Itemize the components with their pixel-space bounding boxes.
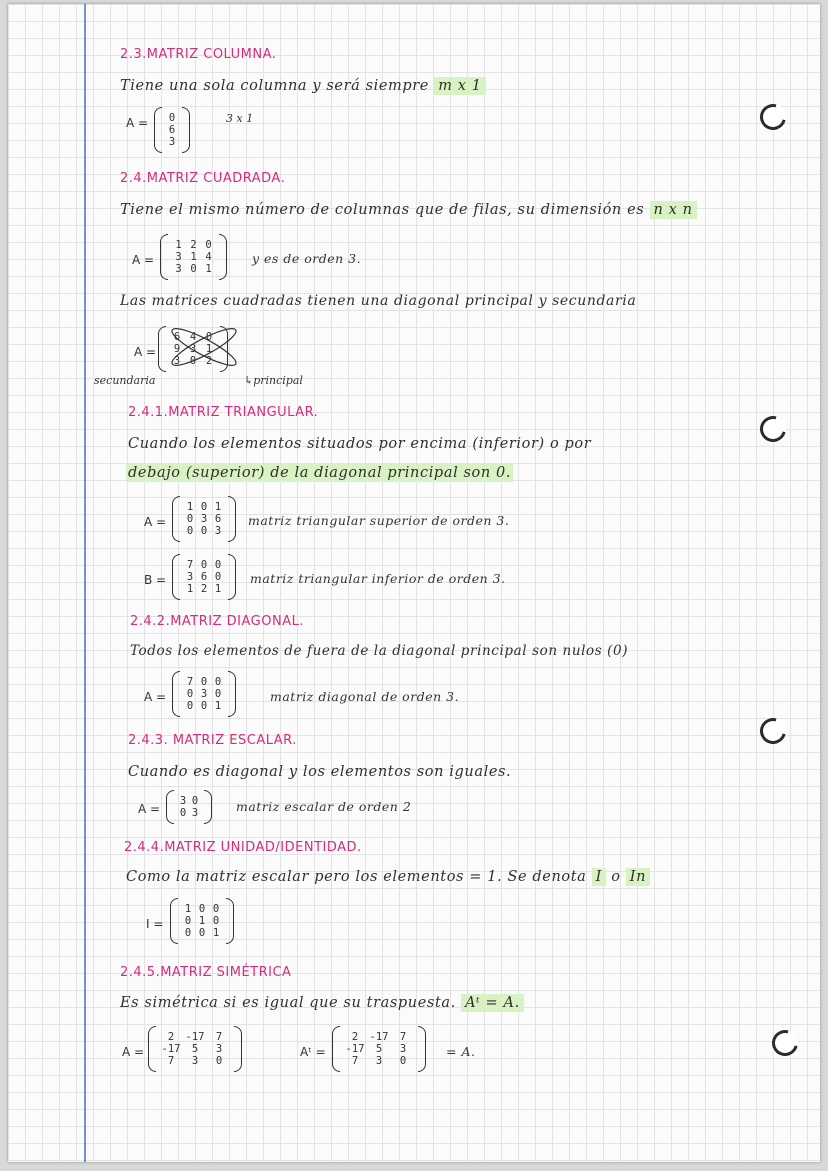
matrix-cell: 0	[189, 355, 197, 367]
matrix-triangular-superior	[172, 496, 236, 542]
note-orden-3: y es de orden 3.	[252, 251, 362, 266]
bracket-left	[170, 898, 178, 944]
bracket-left	[172, 671, 180, 717]
matrix-cell: 1	[198, 915, 206, 927]
matrix-cell: 0	[184, 915, 192, 927]
label-at: Aᵗ =	[300, 1045, 326, 1059]
matrix-cell: 6	[168, 124, 176, 136]
matrix-cell: 0	[184, 927, 192, 939]
matrix-cell: 1	[214, 501, 222, 513]
note-escalar: matriz escalar de orden 2	[236, 799, 412, 814]
matrix-columna	[154, 107, 190, 153]
matrix-row	[165, 124, 179, 136]
label-principal: ↳principal	[244, 374, 303, 387]
matrix-cell: 3	[189, 343, 197, 355]
bracket-right	[228, 496, 236, 542]
matrix-row	[171, 263, 216, 275]
matrix-cell: 3	[186, 571, 194, 583]
matrix-row	[343, 1043, 415, 1055]
matrix-cell: 7	[351, 1055, 359, 1067]
matrix-row	[165, 136, 179, 148]
matrix-triangular-inferior	[172, 554, 236, 600]
highlight-in: In	[626, 868, 650, 886]
matrix-row	[183, 525, 225, 537]
matrix-cell: 0	[200, 501, 208, 513]
matrix-row	[343, 1055, 415, 1067]
ring-hole-4	[767, 1025, 803, 1061]
matrix-cell: 3	[215, 1043, 223, 1055]
matrix-row	[183, 571, 225, 583]
label-a: A =	[144, 515, 167, 529]
highlight-i: I	[592, 868, 606, 886]
matrix-cell: 3	[175, 251, 182, 263]
matrix-cell: 4	[205, 251, 212, 263]
matrix-cell: 1	[205, 343, 213, 355]
text-matriz-columna: Tiene una sola columna y será siempre m x 1	[120, 79, 486, 94]
matrix-cell: 1	[184, 903, 192, 915]
matrix-cell: -17	[345, 1043, 365, 1055]
matrix-cell: 0	[205, 331, 213, 343]
bracket-right	[228, 671, 236, 717]
label-b: B =	[144, 573, 167, 587]
matrix-cell: 0	[214, 571, 222, 583]
matrix-cell: 0	[212, 903, 220, 915]
matrix-simetrica-at	[332, 1026, 426, 1072]
bracket-right	[228, 554, 236, 600]
matrix-cell: 1	[175, 239, 182, 251]
matrix-cell: 1	[186, 501, 194, 513]
matrix-cell: 9	[173, 343, 181, 355]
bracket-right	[219, 234, 227, 280]
matrix-row	[183, 583, 225, 595]
matrix-cell: 1	[212, 927, 220, 939]
margin-line	[84, 4, 86, 1162]
matrix-cell: 0	[200, 525, 208, 537]
matrix-cell: 1	[214, 583, 222, 595]
heading-matriz-simetrica: 2.4.5.MATRIZ SIMÉTRICA	[120, 965, 292, 980]
matrix-cell: 3	[191, 807, 199, 819]
matrix-cell: 2	[205, 355, 213, 367]
matrix-row	[343, 1031, 415, 1043]
text-matriz-identidad: Como la matriz escalar pero los elementos = 1. Se denota I o In	[126, 870, 650, 885]
matrix-cell: 7	[167, 1055, 175, 1067]
matrix-cell: 0	[214, 676, 222, 688]
matrix-cell: 3	[191, 1055, 199, 1067]
matrix-cell: 0	[186, 525, 194, 537]
matrix-identidad	[170, 898, 234, 944]
matrix-cell: -17	[185, 1031, 205, 1043]
notebook-page	[8, 4, 820, 1162]
matrix-cell: 3	[375, 1055, 383, 1067]
matrix-row	[183, 513, 225, 525]
text-triangular-2: debajo (superior) de la diagonal principal son 0.	[128, 465, 512, 481]
ring-hole-2	[755, 411, 791, 447]
matrix-cell: 0	[198, 927, 206, 939]
matrix-row	[159, 1031, 231, 1043]
bracket-right	[418, 1026, 426, 1072]
matrix-cell: 0	[186, 688, 194, 700]
matrix-cell: 3	[179, 795, 187, 807]
label-a: A =	[138, 802, 161, 816]
matrix-diagonal	[172, 671, 236, 717]
matrix-cell: 6	[173, 331, 181, 343]
matrix-cell: 0	[200, 676, 208, 688]
matrix-cell: 5	[191, 1043, 199, 1055]
label-a: A =	[126, 116, 149, 130]
matrix-row	[177, 795, 201, 807]
matrix-row	[183, 676, 225, 688]
matrix-row	[181, 903, 223, 915]
matrix-cuadrada	[160, 234, 227, 280]
matrix-cell: 3	[214, 525, 222, 537]
label-secundaria: secundaria	[94, 374, 156, 387]
matrix-escalar	[166, 790, 212, 824]
matrix-row	[177, 807, 201, 819]
matrix-cell: 0	[200, 700, 208, 712]
matrix-cell: -17	[161, 1043, 181, 1055]
matrix-row	[183, 559, 225, 571]
bracket-left	[160, 234, 168, 280]
label-a: A =	[122, 1045, 145, 1059]
matrix-row	[183, 700, 225, 712]
bracket-right	[204, 790, 212, 824]
matrix-cell: 1	[205, 263, 212, 275]
matrix-cell: 1	[214, 700, 222, 712]
bracket-left	[166, 790, 174, 824]
text-matriz-escalar: Cuando es diagonal y los elementos son iguales.	[128, 764, 512, 780]
matrix-cell: 0	[214, 559, 222, 571]
matrix-cell: 5	[375, 1043, 383, 1055]
bracket-right	[182, 107, 190, 153]
ring-hole-1	[755, 99, 791, 135]
matrix-row	[181, 915, 223, 927]
matrix-cell: 0	[215, 1055, 223, 1067]
text-diagonales: Las matrices cuadradas tienen una diagonal principal y secundaria	[120, 293, 637, 309]
text-matriz-diagonal: Todos los elementos de fuera de la diagonal principal son nulos (0)	[130, 643, 629, 659]
note-igual-a: = A.	[446, 1044, 476, 1059]
label-a: A =	[132, 253, 155, 267]
matrix-cell: 3	[168, 136, 176, 148]
matrix-cell: 7	[215, 1031, 223, 1043]
matrix-cell: 3	[200, 513, 208, 525]
label-a: A =	[134, 345, 157, 359]
text-triangular-1: Cuando los elementos situados por encima (inferior) o por	[128, 436, 592, 452]
diagonal-circles	[158, 322, 248, 376]
matrix-cell: 3	[175, 263, 182, 275]
matrix-cell: 6	[200, 571, 208, 583]
matrix-cell: 1	[190, 251, 197, 263]
matrix-simetrica-a	[148, 1026, 242, 1072]
matrix-cell: 2	[190, 239, 197, 251]
bracket-left	[148, 1026, 156, 1072]
matrix-cell: 2	[167, 1031, 175, 1043]
note-triangular-superior: matriz triangular superior de orden 3.	[248, 513, 510, 528]
matrix-cell: 0	[200, 559, 208, 571]
matrix-row	[165, 112, 179, 124]
note-diagonal: matriz diagonal de orden 3.	[270, 689, 460, 704]
ring-hole-3	[755, 713, 791, 749]
highlight-at-a: Aᵗ = A.	[461, 994, 524, 1012]
bracket-left	[172, 554, 180, 600]
matrix-cell: 7	[399, 1031, 407, 1043]
note-triangular-inferior: matriz triangular inferior de orden 3.	[250, 571, 506, 586]
matrix-cell: 3	[173, 355, 181, 367]
matrix-cell: 0	[212, 915, 220, 927]
matrix-row	[183, 501, 225, 513]
highlight-m-x-1: m x 1	[434, 77, 485, 95]
text-matriz-simetrica: Es simétrica si es igual que su traspuesta. Aᵗ = A.	[120, 996, 524, 1011]
matrix-cell: 0	[186, 513, 194, 525]
matrix-row	[171, 251, 216, 263]
matrix-row	[183, 688, 225, 700]
matrix-cell: 3	[399, 1043, 407, 1055]
matrix-cell: 7	[186, 559, 194, 571]
matrix-cell: 0	[205, 239, 212, 251]
matrix-cell: 0	[399, 1055, 407, 1067]
matrix-cell: 3	[200, 688, 208, 700]
matrix-cell: 0	[198, 903, 206, 915]
matrix-cell: 2	[200, 583, 208, 595]
heading-matriz-identidad: 2.4.4.MATRIZ UNIDAD/IDENTIDAD.	[124, 840, 362, 855]
heading-matriz-diagonal: 2.4.2.MATRIZ DIAGONAL.	[130, 614, 304, 629]
bracket-left	[332, 1026, 340, 1072]
label-a: A =	[144, 690, 167, 704]
bracket-left	[154, 107, 162, 153]
matrix-cell: 0	[179, 807, 187, 819]
label-i: I =	[146, 917, 164, 931]
heading-matriz-cuadrada: 2.4.MATRIZ CUADRADA.	[120, 171, 286, 186]
matrix-cell: 4	[189, 331, 197, 343]
heading-matriz-triangular: 2.4.1.MATRIZ TRIANGULAR.	[128, 405, 319, 420]
matrix-cell: 0	[214, 688, 222, 700]
matrix-cell: 7	[186, 676, 194, 688]
heading-matriz-columna: 2.3.MATRIZ COLUMNA.	[120, 47, 277, 62]
matrix-row	[171, 239, 216, 251]
matrix-cell: 6	[214, 513, 222, 525]
bracket-right	[234, 1026, 242, 1072]
heading-matriz-escalar: 2.4.3. MATRIZ ESCALAR.	[128, 733, 297, 748]
matrix-cell: 0	[191, 795, 199, 807]
matrix-cell: 0	[168, 112, 176, 124]
matrix-row	[159, 1055, 231, 1067]
matrix-cell: 0	[190, 263, 197, 275]
dimension-3x1: 3 x 1	[226, 112, 254, 125]
matrix-cell: -17	[369, 1031, 389, 1043]
matrix-row	[159, 1043, 231, 1055]
matrix-cell: 1	[186, 583, 194, 595]
bracket-left	[172, 496, 180, 542]
text-matriz-cuadrada: Tiene el mismo número de columnas que de filas, su dimensión es n x n	[120, 203, 697, 218]
matrix-cell: 0	[186, 700, 194, 712]
highlight-n-x-n: n x n	[650, 201, 697, 219]
bracket-right	[226, 898, 234, 944]
matrix-row	[181, 927, 223, 939]
matrix-cell: 2	[351, 1031, 359, 1043]
